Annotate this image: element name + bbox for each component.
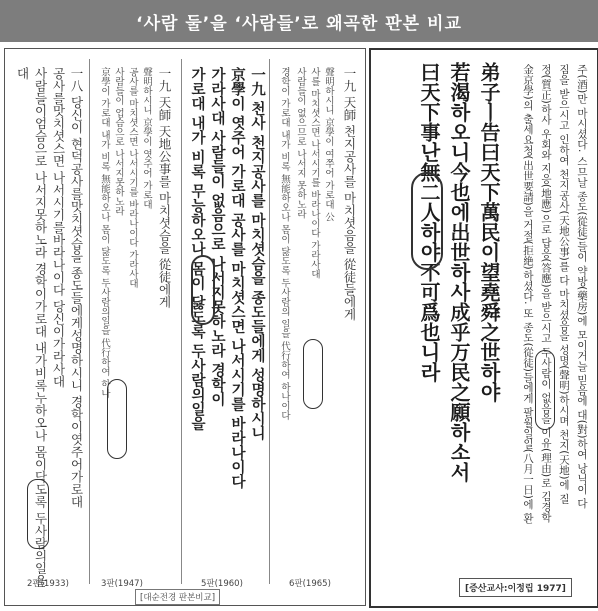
ed2-col-3: 사람들이엄슴으로 나서지못하노라 경학이가로대 내가비록누하오나 몸이닥도록 두사람의일을 — [33, 67, 48, 587]
source-caption: [대순전경 판본비교] — [135, 589, 220, 605]
edition-label-5: 5판(1960) — [201, 579, 243, 589]
hanja-col-2: 若渴하오니今也에出世하사成乎万民之願하소서 — [447, 62, 471, 482]
hangul-col-1: 주(酒)만 마시셨다. 스므날 종도(從徒)들이 약방(藥房)에 모이거늘 믿음에 대(對)하여 낭닉이 다 — [576, 64, 588, 509]
ed5-col-3: 가라사대 사람들이 없음으로 나서지못하노라 경학이 — [209, 67, 225, 407]
ed3-col-4: 사람들이 업슴으로 나서지못하노라 — [113, 67, 124, 216]
hangul-col-2: 짐을 받으시고 인하여 천지공사(天地公事)를 다 마치셨음을 성명(聲明)하시며 천지(天地)에 질 — [558, 64, 570, 504]
ed2-col-4: 대 — [15, 67, 30, 80]
ed6-col-4: 사람들이 없으므로 나서지 못하노라 — [295, 67, 306, 219]
ed2-col-2: 공사를맛치셧스면 나서시기를바라나이다 당신이가라사대 — [51, 67, 66, 388]
ed3-col-2: 聲明하시니 京學이 엿주어 가로대 — [141, 67, 152, 210]
edition-label-6: 6판(1965) — [289, 579, 331, 589]
ed6-col-2: 聲明하시니 京學이 여쭈어 가로대 公 — [323, 67, 334, 222]
ed3-col-3: 공사를 마치셧스면 나서시기를 바라나이다 가라사대 — [127, 67, 138, 289]
highlight-circle-ed2 — [27, 479, 49, 549]
highlight-circle-hangul — [535, 350, 555, 430]
ed5-col-1: 一九 천사 천지공사를 마치셧슴을 종도들에게 성명하시니 — [249, 67, 265, 441]
ed2-col-1: 一八 당신이 현덕공사를맛치셧습을 종도들에게성명하시니 경학이엿주어가로대 — [69, 67, 84, 508]
ed3-col-5: 京學이 가로대 내가 비록 無能하오나 몸이 닳도록 두사람의일을 代行하여 하나 — [99, 67, 110, 399]
hanja-col-3: 曰天下事난無二人하야不可爲也니라 — [417, 62, 441, 382]
edition-label-2: 2판(1933) — [27, 579, 69, 589]
hangul-col-3: 정(質正)하사 우회와 지응(地應)으로 답응(答應)을 받으시고 두사람이 없음을 이유(理由)로 김경학 — [540, 64, 552, 523]
divider — [89, 59, 90, 584]
highlight-circle-ed3 — [107, 379, 127, 459]
source-caption: [증산교사:이정립 1977] — [459, 578, 572, 597]
ed6-col-5: 경학이 가로대 내가 비록 無能하오나 몸이 닳도록 두사람의 일을 代行하여 하나이다 — [279, 67, 290, 421]
ed5-col-2: 京學이 엿주어 가로대 공사를 마치셧스면 나서시기를 바라나이다 — [229, 67, 245, 489]
ed6-col-3: 사를 마치셧스면 나서시기를 바라나이다 가라사대 — [309, 67, 320, 279]
history-text-panel — [369, 48, 598, 608]
ed3-col-1: 一九 天師 天地公事를 마치셧슴을 從徒에게 — [157, 67, 172, 308]
divider — [269, 59, 270, 584]
page-title: ‘사람 둘’을 ‘사람들’로 왜곡한 판본 비교 — [0, 0, 598, 42]
divider — [181, 59, 182, 584]
ed6-col-1: 一九 天師 천지공사를 마치셧음을 從徒들에게 — [342, 67, 357, 321]
highlight-circle-ed6 — [303, 339, 323, 409]
edition-comparison-panel — [4, 48, 366, 606]
highlight-circle-ed5 — [191, 255, 215, 325]
hanja-col-1: 弟子ㅣ告曰天下萬民이望堯舜之世하야 — [477, 62, 501, 402]
highlight-circle-hanja — [411, 172, 443, 270]
hangul-col-4: 金京學)의 출세요청(出世要請)을 거절(拒絶)하셨다. 또 종도(從徒)들에게 팔월일일(八月一日)에 환 — [522, 64, 534, 524]
ed5-col-4: 가로대 내가 비록 무능하오나 몸이 닳도록 두사람의일을 — [189, 67, 205, 431]
edition-label-3: 3판(1947) — [101, 579, 143, 589]
